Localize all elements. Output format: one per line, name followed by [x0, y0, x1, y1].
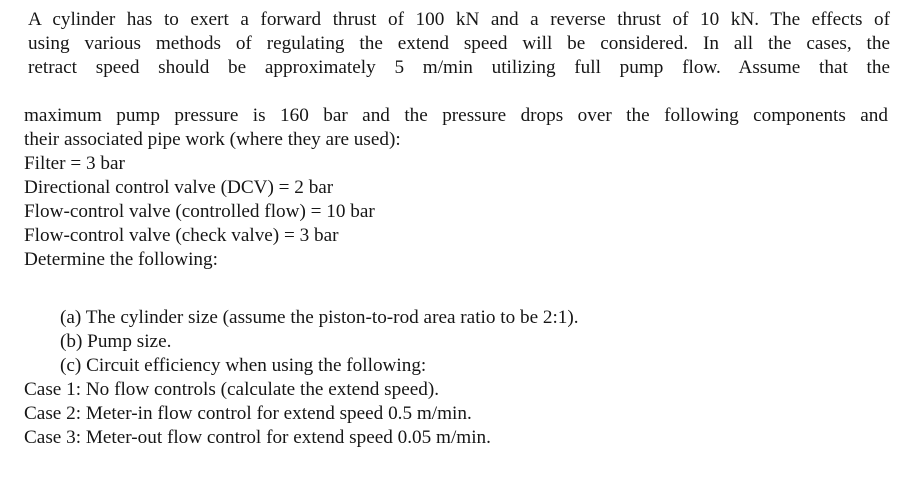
case-1: Case 1: No flow controls (calculate the extend speed). — [24, 379, 440, 400]
flow-control-controlled-drop: Flow-control valve (controlled flow) = 10 bar — [24, 201, 375, 222]
dcv-drop: Directional control valve (DCV) = 2 bar — [24, 177, 334, 198]
intro-line-1: A cylinder has to exert a forward thrust of 100 kN and a reverse thrust of 10 kN. The effects of — [28, 9, 890, 30]
intro-paragraph — [28, 8, 890, 80]
cases-list — [24, 378, 491, 450]
case-2: Case 2: Meter-in flow control for extend speed 0.5 m/min. — [24, 403, 472, 424]
question-parts-list — [60, 306, 579, 378]
filter-drop: Filter = 3 bar — [24, 153, 125, 174]
case-3: Case 3: Meter-out flow control for extend speed 0.05 m/min. — [24, 427, 491, 448]
part-c: (c) Circuit efficiency when using the following: — [60, 355, 427, 376]
flow-control-check-drop: Flow-control valve (check valve) = 3 bar — [24, 225, 339, 246]
intro-line-3: retract speed should be approximately 5 m/min utilizing full pump flow. Assume that the — [28, 57, 890, 78]
part-a: (a) The cylinder size (assume the piston-to-rod area ratio to be 2:1). — [60, 307, 579, 328]
intro-line-2: using various methods of regulating the extend speed will be considered. In all the cases, the — [28, 33, 890, 54]
conditions-paragraph — [24, 104, 888, 272]
conditions-line-2: their associated pipe work (where they are used): — [24, 129, 401, 150]
part-b: (b) Pump size. — [60, 331, 172, 352]
conditions-line-1: maximum pump pressure is 160 bar and the pressure drops over the following components and — [24, 105, 888, 126]
determine-heading: Determine the following: — [24, 249, 218, 270]
